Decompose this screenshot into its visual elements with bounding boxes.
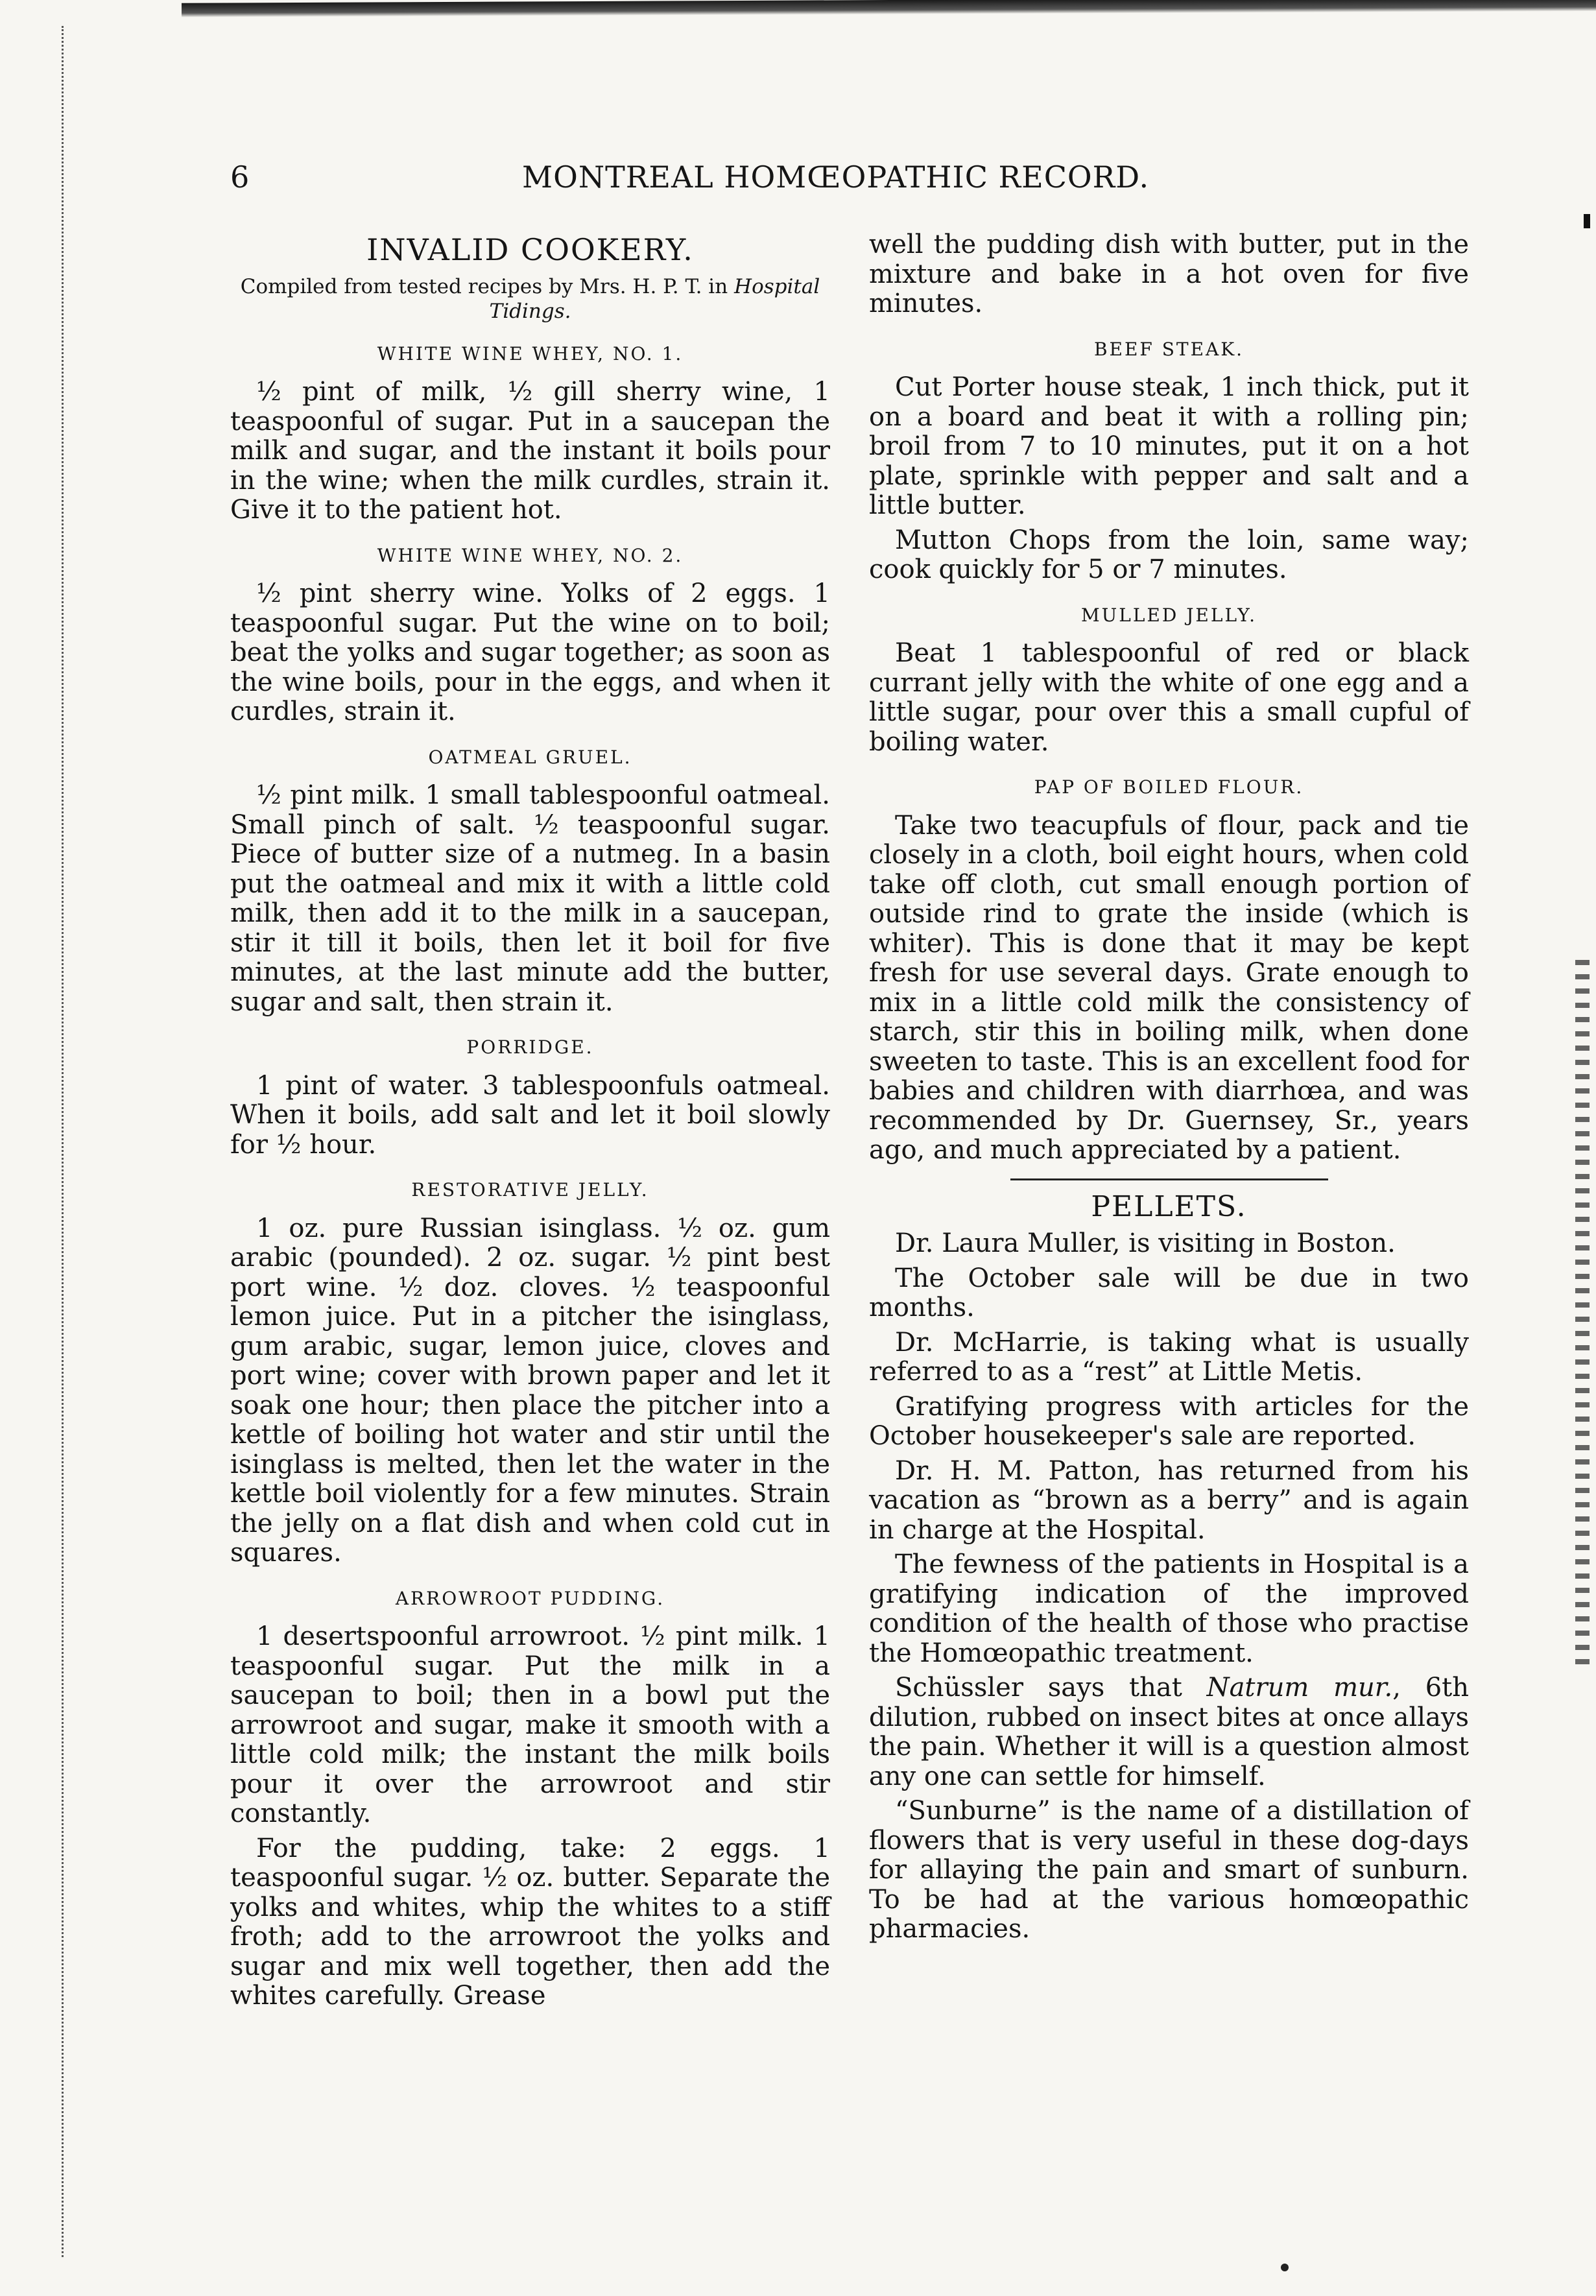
subtitle-source: Hospital Tidings. bbox=[489, 274, 820, 323]
news-item: Dr. McHarrie, is taking what is usually referred to as a “rest” at Little Metis. bbox=[869, 1327, 1469, 1387]
news-item bbox=[869, 1673, 1469, 1791]
right-column bbox=[869, 230, 1469, 1950]
recipe-heading: ARROWROOT PUDDING. bbox=[395, 1587, 665, 1609]
news-item: Gratifying progress with articles for the October housekeeper's sale are reported. bbox=[869, 1391, 1469, 1451]
page-number: 6 bbox=[230, 160, 250, 195]
recipe-text: For the pudding, take: 2 eggs. 1 teaspoonful sugar. ½ oz. butter. Separate the yolks and whites, whip the whites to a stiff froth; add to the arrowroot the yolks and sugar and mix well together, then add the whites carefully. Grease bbox=[230, 1833, 830, 2011]
article-title: INVALID COOKERY. bbox=[366, 232, 694, 267]
pellets-title: PELLETS. bbox=[1091, 1190, 1247, 1223]
recipe-text: ½ pint of milk, ½ gill sherry wine, 1 teaspoonful of sugar. Put in a saucepan the milk and sugar, and the instant it boils pour in the wine; when the milk curdles, strain it. Give it to the patient hot. bbox=[230, 377, 830, 525]
left-column bbox=[230, 230, 830, 2016]
recipe-heading: RESTORATIVE JELLY. bbox=[411, 1179, 649, 1201]
recipe-text: Beat 1 tablespoonful of red or black currant jelly with the white of one egg and a little sugar, pour over this a small cupful of boiling water. bbox=[869, 638, 1469, 757]
subtitle-text: Compiled from tested recipes by Mrs. H. P. T. in bbox=[240, 274, 728, 298]
news-item: “Sunburne” is the name of a distillation of flowers that is very useful in these dog-days for allaying the pain and smart of sunburn. To be had at the various homœopathic pharmacies. bbox=[869, 1796, 1469, 1944]
recipe-text: Take two teacupfuls of flour, pack and tie closely in a cloth, boil eight hours, when cold take off cloth, cut small enough portion of outside rind to grate the inside (which is whiter). This is done that it may be kept fresh for use several days. Grate enough to mix in a little cold milk the consistency of starch, stir this in boiling milk, when done sweeten to taste. This is an excellent food for babies and children with diarrhœa, and was recommended by Dr. Guernsey, Sr., years ago, and much appreciated by a patient. bbox=[869, 810, 1469, 1165]
scan-edge-left bbox=[62, 26, 66, 2257]
news-text: , 6th dilution, rubbed on insect bites at once allays the pain. Whether it will is a question almost any one can settle for himself. bbox=[869, 1673, 1469, 1791]
recipe-heading: PORRIDGE. bbox=[466, 1036, 594, 1058]
section-divider bbox=[1010, 1178, 1328, 1180]
scan-edge-right bbox=[1575, 960, 1590, 1673]
recipe-text: ½ pint milk. 1 small tablespoonful oatmeal. Small pinch of salt. ½ teaspoonful sugar. Piece of butter size of a nutmeg. In a basin put the oatmeal and mix it with a little cold milk, then add it to the milk in a saucepan, stir it till it boils, then let it boil for five minutes, at the last minute add the butter, sugar and salt, then strain it. bbox=[230, 780, 830, 1017]
recipe-heading: BEEF STEAK. bbox=[1093, 338, 1245, 360]
recipe-heading: OATMEAL GRUEL. bbox=[428, 746, 632, 768]
news-item: The fewness of the patients in Hospital is a gratifying indication of the improved condition of the health of those who practise the Homœopathic treatment. bbox=[869, 1549, 1469, 1668]
news-item: Dr. H. M. Patton, has returned from his vacation as “brown as a berry” and is again in charge at the Hospital. bbox=[869, 1455, 1469, 1545]
remedy-name: Natrum mur. bbox=[1206, 1673, 1393, 1703]
scan-mark bbox=[1584, 214, 1590, 228]
article-subtitle bbox=[230, 274, 830, 324]
recipe-text-continued: well the pudding dish with butter, put in the mixture and bake in a hot oven for five minutes. bbox=[869, 230, 1469, 318]
recipe-text: 1 pint of water. 3 tablespoonfuls oatmeal. When it boils, add salt and let it boil slowly for ½ hour. bbox=[230, 1070, 830, 1160]
news-item: The October sale will be due in two months. bbox=[869, 1263, 1469, 1322]
news-text: Schüssler says that bbox=[895, 1673, 1207, 1703]
news-item: Dr. Laura Muller, is visiting in Boston. bbox=[895, 1228, 1396, 1258]
journal-title: MONTREAL HOMŒOPATHIC RECORD. bbox=[522, 160, 1150, 195]
recipe-heading: PAP OF BOILED FLOUR. bbox=[1034, 776, 1304, 798]
recipe-heading: MULLED JELLY. bbox=[1080, 604, 1257, 626]
recipe-heading: WHITE WINE WHEY, NO. 1. bbox=[377, 342, 684, 365]
scan-edge-top bbox=[182, 0, 1596, 18]
recipe-text: Mutton Chops from the loin, same way; cook quickly for 5 or 7 minutes. bbox=[869, 525, 1469, 584]
recipe-text: 1 desertspoonful arrowroot. ½ pint milk. 1 teaspoonful sugar. Put the milk in a saucepan to boil; then in a bowl put the arrowroot and sugar, make it smooth with a little cold milk; the instant the milk boils pour it over the arrowroot and stir constantly. bbox=[230, 1621, 830, 1828]
scan-speck bbox=[1281, 2264, 1289, 2271]
recipe-text: ½ pint sherry wine. Yolks of 2 eggs. 1 teaspoonful sugar. Put the wine on to boil; beat the yolks and sugar together; as soon as the wine boils, pour in the eggs, and when it curdles, strain it. bbox=[230, 579, 830, 726]
recipe-text: Cut Porter house steak, 1 inch thick, put it on a board and beat it with a rolling pin; broil from 7 to 10 minutes, put it on a hot plate, sprinkle with pepper and salt and a little butter. bbox=[869, 372, 1469, 520]
recipe-text: 1 oz. pure Russian isinglass. ½ oz. gum arabic (pounded). 2 oz. sugar. ½ pint best port wine. ½ doz. cloves. ½ teaspoonful lemon juice. Put in a pitcher the isinglass, gum arabic, sugar, lemon juice, cloves and port wine; cover with brown paper and let it soak one hour; then place the pitcher into a kettle of boiling hot water and stir until the isinglass is melted, then let the water in the kettle boil violently for a few minutes. Strain the jelly on a flat dish and when cold cut in squares. bbox=[230, 1213, 830, 1568]
page-header bbox=[230, 160, 1180, 205]
recipe-heading: WHITE WINE WHEY, NO. 2. bbox=[377, 544, 684, 566]
